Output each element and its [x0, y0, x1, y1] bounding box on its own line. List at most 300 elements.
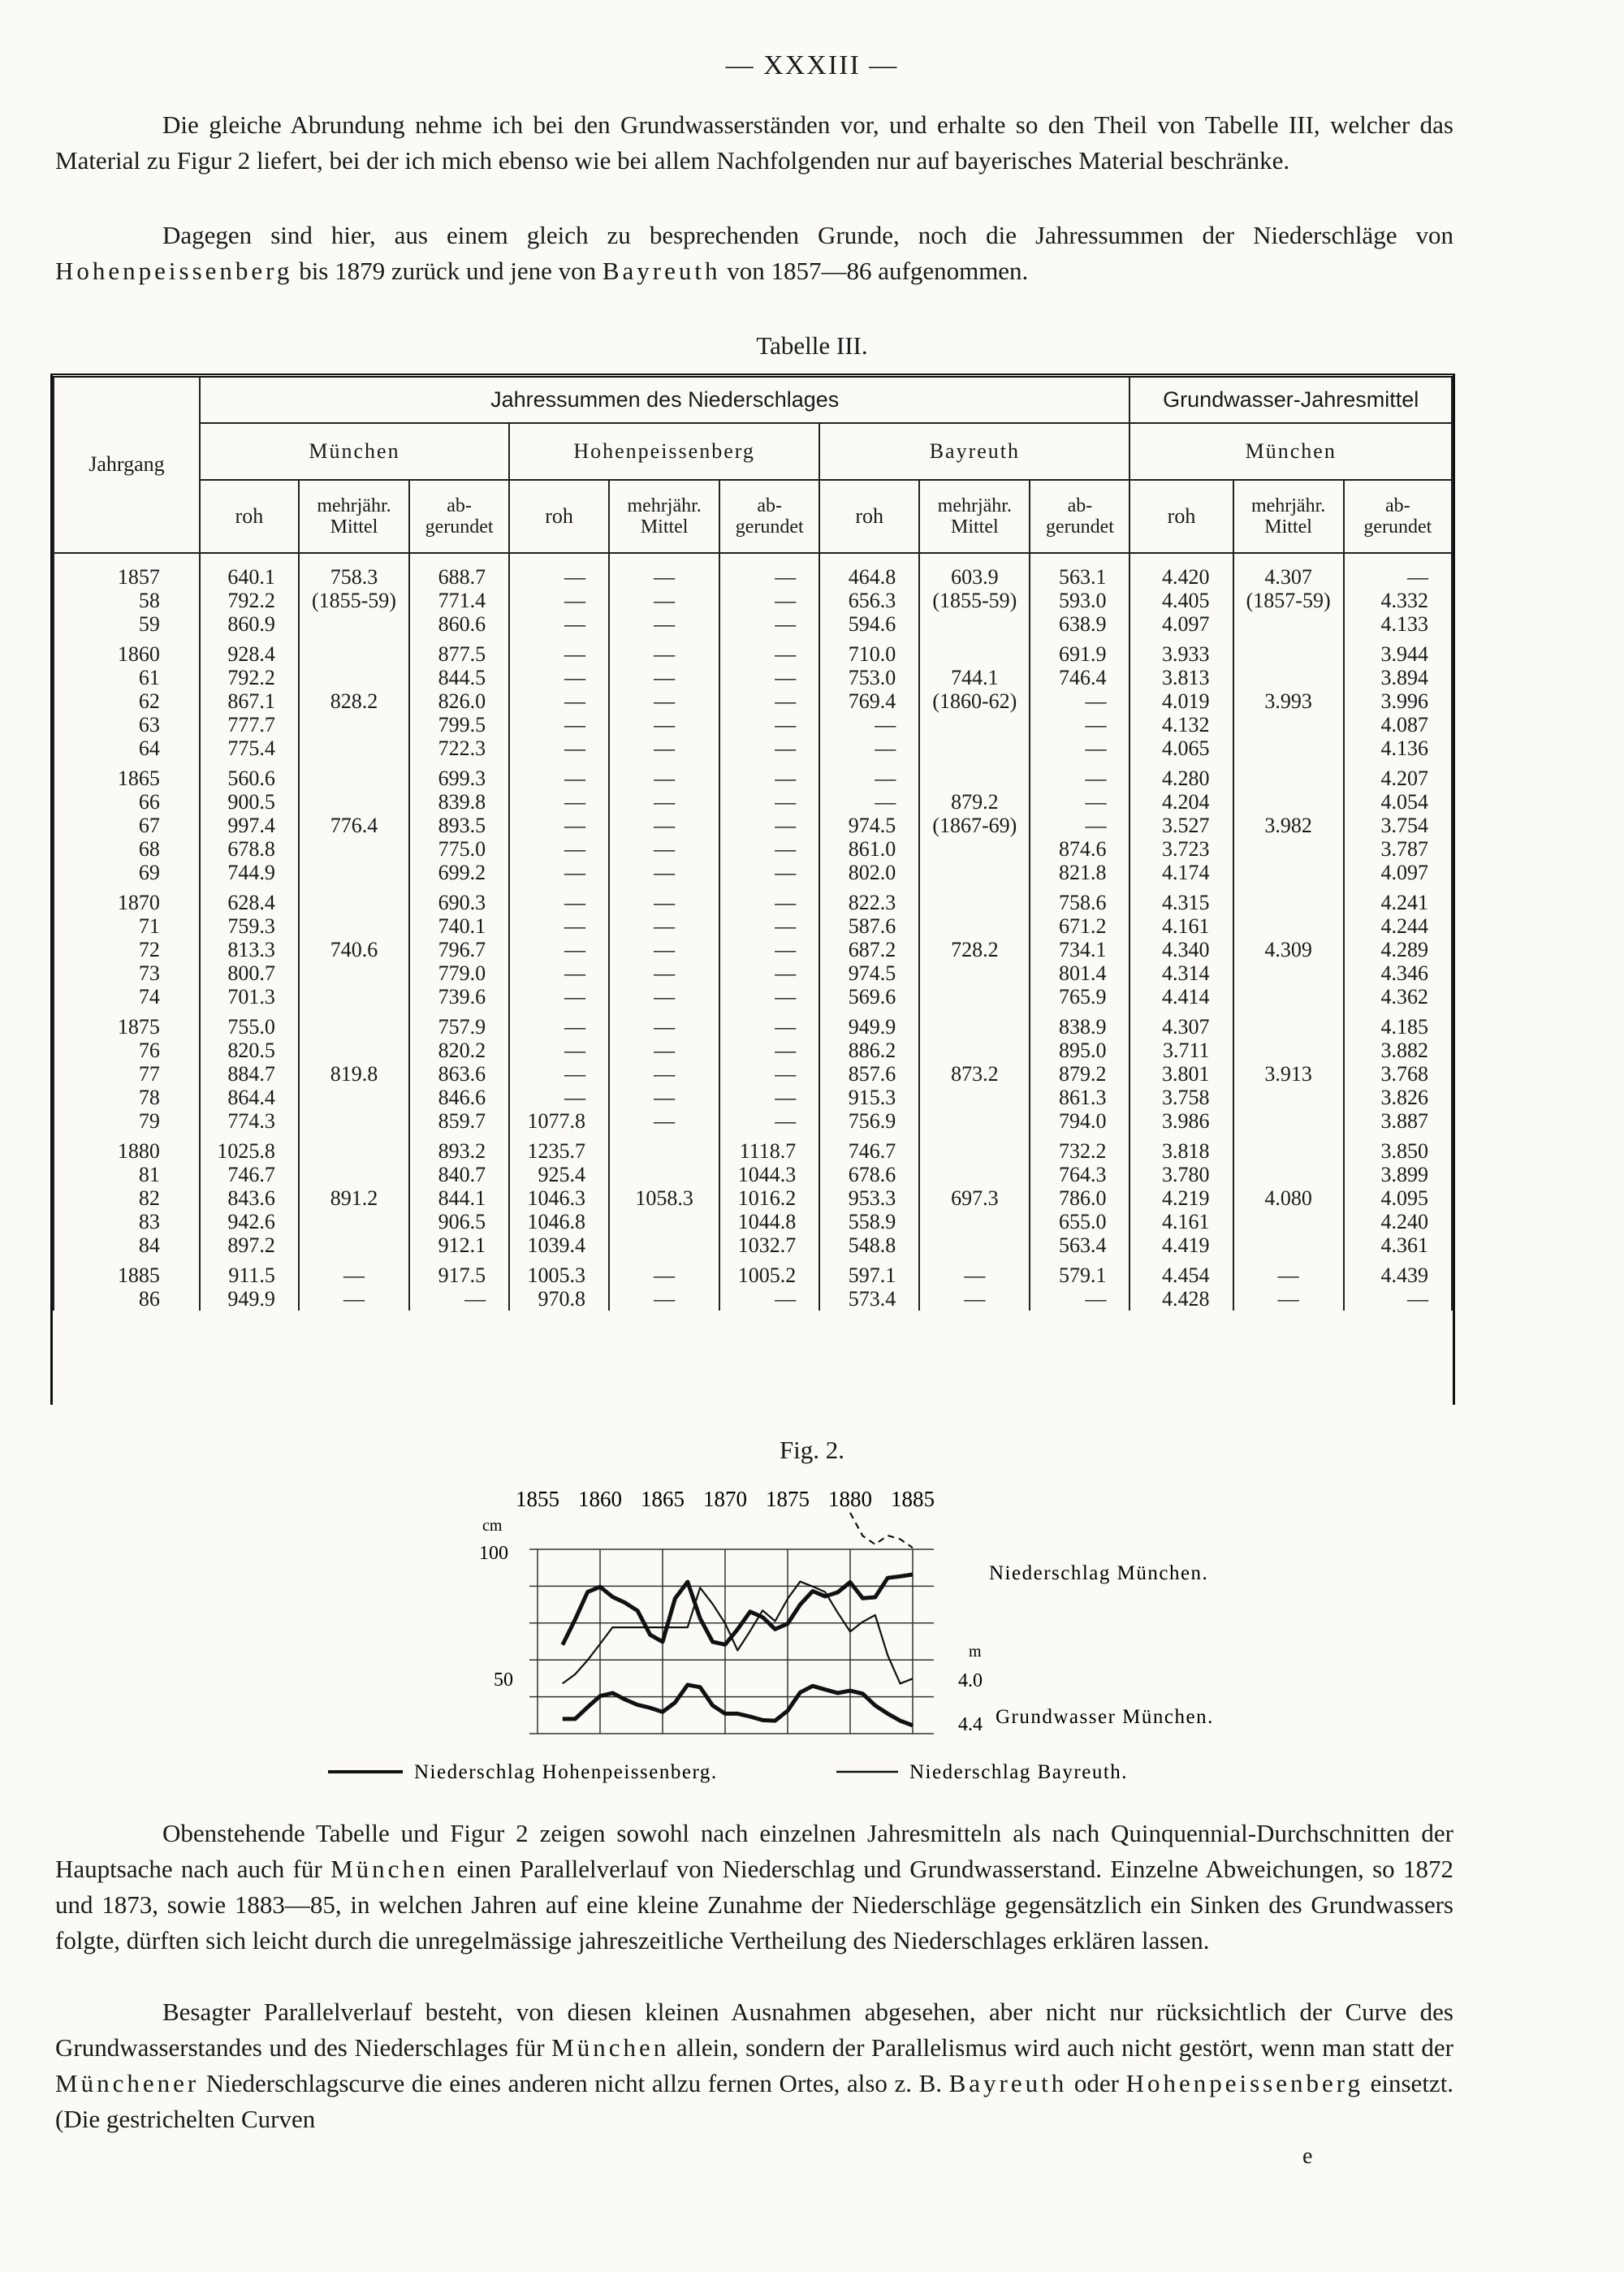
value-cell: 3.944 [1344, 636, 1452, 666]
chart-labels [328, 1487, 1214, 1783]
value-cell [1233, 1210, 1344, 1233]
value-cell: 594.6 [819, 612, 919, 636]
header-precip-group: Jahressummen des Niederschlages [200, 376, 1130, 423]
value-cell: — [819, 760, 919, 790]
sub-mittel: mehrjähr. Mittel [299, 480, 409, 553]
table-row [54, 1186, 1452, 1210]
value-cell: 640.1 [200, 553, 299, 589]
value-cell: — [719, 790, 819, 814]
place-muenchener: Münchener [55, 2069, 200, 2097]
value-cell: 4.332 [1344, 589, 1452, 612]
value-cell: 3.894 [1344, 666, 1452, 689]
value-cell: 756.9 [819, 1109, 919, 1133]
value-cell [919, 1233, 1030, 1257]
series-niederschlag-bayreuth [563, 1582, 913, 1684]
value-cell: 820.2 [409, 1039, 509, 1062]
value-cell [299, 985, 409, 1009]
value-cell: — [919, 1257, 1030, 1287]
value-cell: 3.882 [1344, 1039, 1452, 1062]
year-cell: 58 [54, 589, 200, 612]
value-cell: 597.1 [819, 1257, 919, 1287]
value-cell [299, 713, 409, 736]
value-cell: 746.4 [1030, 666, 1129, 689]
value-cell: — [719, 1009, 819, 1039]
value-cell: 3.818 [1129, 1133, 1233, 1163]
value-cell: 801.4 [1030, 961, 1129, 985]
value-cell: 877.5 [409, 636, 509, 666]
y-left-label: 50 [494, 1669, 513, 1691]
value-cell: 813.3 [200, 938, 299, 961]
value-cell: 3.887 [1344, 1109, 1452, 1133]
value-cell: — [509, 736, 609, 760]
year-cell: 84 [54, 1233, 200, 1257]
value-cell: — [819, 736, 919, 760]
value-cell: — [509, 666, 609, 689]
value-cell: 794.0 [1030, 1109, 1129, 1133]
table-row [54, 1233, 1452, 1257]
table-row [54, 1257, 1452, 1287]
value-cell: 970.8 [509, 1287, 609, 1311]
value-cell: — [719, 760, 819, 790]
value-cell: — [719, 589, 819, 612]
value-cell: — [819, 790, 919, 814]
value-cell: 4.454 [1129, 1257, 1233, 1287]
value-cell: — [919, 1287, 1030, 1311]
value-cell: — [1344, 1287, 1452, 1311]
sub-mittel: mehrjähr. Mittel [919, 480, 1030, 553]
value-cell: — [719, 1062, 819, 1086]
value-cell: 799.5 [409, 713, 509, 736]
value-cell [299, 914, 409, 938]
value-cell: 844.1 [409, 1186, 509, 1210]
value-cell: 548.8 [819, 1233, 919, 1257]
value-cell [1233, 861, 1344, 884]
value-cell: — [609, 884, 719, 914]
year-tick-label: 1875 [766, 1487, 810, 1511]
value-cell: 4.241 [1344, 884, 1452, 914]
value-cell: 4.307 [1233, 553, 1344, 589]
value-cell: 4.419 [1129, 1233, 1233, 1257]
value-cell: 4.244 [1344, 914, 1452, 938]
value-cell [299, 961, 409, 985]
value-cell [1233, 790, 1344, 814]
value-cell: — [509, 612, 609, 636]
value-cell: 915.3 [819, 1086, 919, 1109]
value-cell: 734.1 [1030, 938, 1129, 961]
value-cell: 758.6 [1030, 884, 1129, 914]
value-cell: 4.095 [1344, 1186, 1452, 1210]
value-cell: 1032.7 [719, 1233, 819, 1257]
table-row [54, 1086, 1452, 1109]
outro-paragraph-1 [55, 1816, 1453, 1959]
header-subcolumns [54, 480, 1452, 553]
value-cell: 4.185 [1344, 1009, 1452, 1039]
value-cell: 744.9 [200, 861, 299, 884]
value-cell: — [719, 553, 819, 589]
value-cell: — [719, 1086, 819, 1109]
value-cell: 3.850 [1344, 1133, 1452, 1163]
year-cell: 1860 [54, 636, 200, 666]
value-cell: — [509, 1039, 609, 1062]
year-cell: 73 [54, 961, 200, 985]
value-cell [919, 1210, 1030, 1233]
value-cell: — [609, 689, 719, 713]
series-niederschlag-muenchen [563, 1574, 913, 1645]
table-row [54, 1133, 1452, 1163]
value-cell: 800.7 [200, 961, 299, 985]
value-cell: 906.5 [409, 1210, 509, 1233]
value-cell: — [1030, 790, 1129, 814]
value-cell: 4.087 [1344, 713, 1452, 736]
value-cell: 821.8 [1030, 861, 1129, 884]
table-row [54, 884, 1452, 914]
table-row [54, 861, 1452, 884]
value-cell [919, 861, 1030, 884]
value-cell: 3.813 [1129, 666, 1233, 689]
value-cell: — [509, 914, 609, 938]
value-cell: — [609, 1086, 719, 1109]
value-cell [919, 884, 1030, 914]
value-cell: 912.1 [409, 1233, 509, 1257]
value-cell: 3.723 [1129, 837, 1233, 861]
year-cell: 66 [54, 790, 200, 814]
value-cell [299, 837, 409, 861]
value-cell: — [509, 985, 609, 1009]
value-cell: — [609, 814, 719, 837]
value-cell [919, 914, 1030, 938]
value-cell [919, 1133, 1030, 1163]
value-cell: 628.4 [200, 884, 299, 914]
value-cell: — [509, 861, 609, 884]
value-cell [299, 760, 409, 790]
value-cell: 701.3 [200, 985, 299, 1009]
year-cell: 68 [54, 837, 200, 861]
value-cell: — [509, 814, 609, 837]
value-cell: 4.428 [1129, 1287, 1233, 1311]
value-cell [1233, 884, 1344, 914]
value-cell: 1005.2 [719, 1257, 819, 1287]
value-cell: 925.4 [509, 1163, 609, 1186]
value-cell: 4.174 [1129, 861, 1233, 884]
label-ground-muenchen: Grundwasser München. [996, 1706, 1214, 1728]
value-cell: — [609, 1009, 719, 1039]
value-cell: 819.8 [299, 1062, 409, 1086]
value-cell [919, 985, 1030, 1009]
value-cell [1233, 760, 1344, 790]
value-cell: (1857-59) [1233, 589, 1344, 612]
value-cell [919, 713, 1030, 736]
year-tick-label: 1855 [516, 1487, 559, 1511]
value-cell: 3.780 [1129, 1163, 1233, 1186]
value-cell: 757.9 [409, 1009, 509, 1039]
year-cell: 83 [54, 1210, 200, 1233]
value-cell: 3.933 [1129, 636, 1233, 666]
value-cell: 775.4 [200, 736, 299, 760]
table-row [54, 736, 1452, 760]
value-cell: — [609, 760, 719, 790]
value-cell: 563.1 [1030, 553, 1129, 589]
value-cell: — [609, 1062, 719, 1086]
value-cell: 569.6 [819, 985, 919, 1009]
value-cell [299, 1210, 409, 1233]
value-cell: 739.6 [409, 985, 509, 1009]
value-cell: 1025.8 [200, 1133, 299, 1163]
value-cell: 911.5 [200, 1257, 299, 1287]
value-cell: 4.346 [1344, 961, 1452, 985]
value-cell [1233, 666, 1344, 689]
value-cell: — [509, 713, 609, 736]
y-right-label: 4.0 [958, 1670, 983, 1691]
value-cell: 3.993 [1233, 689, 1344, 713]
year-tick-label: 1865 [641, 1487, 685, 1511]
value-cell: 1016.2 [719, 1186, 819, 1210]
value-cell [609, 1163, 719, 1186]
value-cell [299, 666, 409, 689]
year-tick-label: 1860 [578, 1487, 622, 1511]
intro-text: Dagegen sind hier, aus einem gleich zu besprechenden Grunde, noch die Jahressummen der Niederschläge von [162, 221, 1453, 249]
year-cell: 1870 [54, 884, 200, 914]
value-cell: 942.6 [200, 1210, 299, 1233]
value-cell: 779.0 [409, 961, 509, 985]
value-cell: — [609, 1039, 719, 1062]
table-row [54, 837, 1452, 861]
value-cell: 4.065 [1129, 736, 1233, 760]
value-cell: 4.054 [1344, 790, 1452, 814]
value-cell: — [719, 938, 819, 961]
year-cell: 82 [54, 1186, 200, 1210]
table-row [54, 790, 1452, 814]
value-cell [299, 1233, 409, 1257]
value-cell: 765.9 [1030, 985, 1129, 1009]
value-cell [299, 1039, 409, 1062]
value-cell: 746.7 [819, 1133, 919, 1163]
value-cell [1233, 1233, 1344, 1257]
table-row [54, 1287, 1452, 1311]
year-cell: 59 [54, 612, 200, 636]
value-cell: 4.097 [1129, 612, 1233, 636]
value-cell [919, 760, 1030, 790]
value-cell [1233, 612, 1344, 636]
outro-text: oder [1073, 2069, 1119, 2097]
header-station-bayreuth: Bayreuth [819, 423, 1129, 480]
value-cell [1233, 1163, 1344, 1186]
value-cell: 886.2 [819, 1039, 919, 1062]
sub-abgerundet: ab- gerundet [1344, 480, 1452, 553]
year-cell: 62 [54, 689, 200, 713]
table-row [54, 1109, 1452, 1133]
value-cell: — [609, 914, 719, 938]
value-cell: — [609, 1287, 719, 1311]
value-cell: — [509, 760, 609, 790]
outro-text: Obenstehende Tabelle und Figur 2 zeigen sowohl nach einzelnen Jahresmitteln als nach Quinquennial-Durchschnitten der Hauptsache nach auch für [55, 1819, 1453, 1883]
value-cell: 4.136 [1344, 736, 1452, 760]
header-station-muenchen: München [200, 423, 509, 480]
value-cell: 699.2 [409, 861, 509, 884]
year-cell: 64 [54, 736, 200, 760]
table-row [54, 1009, 1452, 1039]
value-cell: — [509, 884, 609, 914]
value-cell: 4.207 [1344, 760, 1452, 790]
value-cell [299, 1109, 409, 1133]
place-bayreuth: Bayreuth [602, 257, 721, 285]
value-cell: 671.2 [1030, 914, 1129, 938]
value-cell: 691.9 [1030, 636, 1129, 666]
table-row [54, 1062, 1452, 1086]
value-cell: 764.3 [1030, 1163, 1129, 1186]
value-cell [299, 861, 409, 884]
value-cell: 3.986 [1129, 1109, 1233, 1133]
value-cell: 3.787 [1344, 837, 1452, 861]
figure-caption: Fig. 2. [779, 1436, 845, 1464]
outro-paragraph-2 [55, 1994, 1453, 2137]
value-cell: 759.3 [200, 914, 299, 938]
chart-series [563, 1513, 913, 1726]
year-cell: 77 [54, 1062, 200, 1086]
value-cell: 897.2 [200, 1233, 299, 1257]
year-cell: 71 [54, 914, 200, 938]
sub-roh: roh [1129, 480, 1233, 553]
table-container [50, 374, 1455, 1405]
table-row [54, 938, 1452, 961]
value-cell: 859.7 [409, 1109, 509, 1133]
value-cell [299, 884, 409, 914]
value-cell: — [719, 914, 819, 938]
value-cell: — [719, 636, 819, 666]
place-hohenpeissenberg: Hohenpeissenberg [55, 257, 293, 285]
value-cell: 740.1 [409, 914, 509, 938]
value-cell [919, 1109, 1030, 1133]
value-cell: 4.314 [1129, 961, 1233, 985]
table-row [54, 985, 1452, 1009]
series-grundwasser-muenchen [563, 1685, 913, 1726]
value-cell: — [609, 589, 719, 612]
value-cell: 4.439 [1344, 1257, 1452, 1287]
table-row [54, 1039, 1452, 1062]
value-cell: 699.3 [409, 760, 509, 790]
value-cell: 775.0 [409, 837, 509, 861]
footer-mark: e [1302, 2144, 1313, 2169]
year-cell: 86 [54, 1287, 200, 1311]
value-cell [1233, 1133, 1344, 1163]
value-cell: (1855-59) [919, 589, 1030, 612]
value-cell: 4.289 [1344, 938, 1452, 961]
value-cell: — [299, 1257, 409, 1287]
value-cell: 690.3 [409, 884, 509, 914]
value-cell: 4.019 [1129, 689, 1233, 713]
value-cell: — [1344, 553, 1452, 589]
outro-text: allein, sondern der Parallelismus wird auch nicht gestört, wenn man statt der [676, 2033, 1454, 2062]
value-cell: 4.414 [1129, 985, 1233, 1009]
intro-paragraph-2 [55, 218, 1453, 289]
value-cell [919, 636, 1030, 666]
table-row [54, 1163, 1452, 1186]
value-cell: 997.4 [200, 814, 299, 837]
value-cell: — [1233, 1287, 1344, 1311]
value-cell: 1077.8 [509, 1109, 609, 1133]
value-cell: 1044.8 [719, 1210, 819, 1233]
value-cell: 563.4 [1030, 1233, 1129, 1257]
value-cell: 753.0 [819, 666, 919, 689]
value-cell: — [719, 713, 819, 736]
legend-bayreuth: Niederschlag Bayreuth. [909, 1761, 1129, 1783]
header-station-hohenpeissenberg: Hohenpeissenberg [509, 423, 819, 480]
value-cell: 828.2 [299, 689, 409, 713]
value-cell: — [509, 636, 609, 666]
value-cell [1233, 914, 1344, 938]
value-cell: — [719, 861, 819, 884]
value-cell: 893.2 [409, 1133, 509, 1163]
value-cell: 874.6 [1030, 837, 1129, 861]
value-cell: 560.6 [200, 760, 299, 790]
value-cell: 3.758 [1129, 1086, 1233, 1109]
value-cell: 4.080 [1233, 1186, 1344, 1210]
value-cell: 1058.3 [609, 1186, 719, 1210]
value-cell: — [509, 553, 609, 589]
value-cell: 884.7 [200, 1062, 299, 1086]
value-cell: — [609, 713, 719, 736]
value-cell: — [609, 938, 719, 961]
value-cell: 863.6 [409, 1062, 509, 1086]
value-cell: — [719, 884, 819, 914]
value-cell: 802.0 [819, 861, 919, 884]
value-cell: 3.996 [1344, 689, 1452, 713]
value-cell: 873.2 [919, 1062, 1030, 1086]
intro-text: bis 1879 zurück und jene von [299, 257, 597, 285]
year-cell: 81 [54, 1163, 200, 1186]
value-cell: 4.097 [1344, 861, 1452, 884]
value-cell: — [509, 589, 609, 612]
value-cell: 838.9 [1030, 1009, 1129, 1039]
value-cell: 4.161 [1129, 914, 1233, 938]
table-body [54, 553, 1452, 1311]
value-cell: 732.2 [1030, 1133, 1129, 1163]
value-cell: 900.5 [200, 790, 299, 814]
value-cell: 928.4 [200, 636, 299, 666]
value-cell: — [609, 1109, 719, 1133]
value-cell [299, 636, 409, 666]
value-cell: — [719, 814, 819, 837]
value-cell: 3.913 [1233, 1062, 1344, 1086]
value-cell: — [609, 553, 719, 589]
value-cell: 688.7 [409, 553, 509, 589]
value-cell: 4.204 [1129, 790, 1233, 814]
label-precip-muenchen: Niederschlag München. [989, 1562, 1209, 1584]
value-cell: — [1030, 760, 1129, 790]
value-cell: (1855-59) [299, 589, 409, 612]
value-cell [1233, 961, 1344, 985]
table-row [54, 814, 1452, 837]
value-cell: 4.362 [1344, 985, 1452, 1009]
value-cell: — [719, 961, 819, 985]
value-cell: 771.4 [409, 589, 509, 612]
value-cell [1233, 1039, 1344, 1062]
place-muenchen: München [330, 1855, 449, 1883]
value-cell: — [1030, 736, 1129, 760]
value-cell: — [509, 1009, 609, 1039]
table-row [54, 612, 1452, 636]
value-cell [1233, 736, 1344, 760]
value-cell: 4.132 [1129, 713, 1233, 736]
value-cell: — [509, 938, 609, 961]
value-cell: 857.6 [819, 1062, 919, 1086]
value-cell: 893.5 [409, 814, 509, 837]
value-cell: — [1030, 713, 1129, 736]
outro-text: Niederschlagscurve die eines anderen nicht allzu fernen Ortes, also z. B. [205, 2069, 943, 2097]
place-hohenpeissenberg: Hohenpeissenberg [1125, 2069, 1364, 2097]
value-cell: 656.3 [819, 589, 919, 612]
place-bayreuth: Bayreuth [948, 2069, 1068, 2097]
value-cell: 4.133 [1344, 612, 1452, 636]
